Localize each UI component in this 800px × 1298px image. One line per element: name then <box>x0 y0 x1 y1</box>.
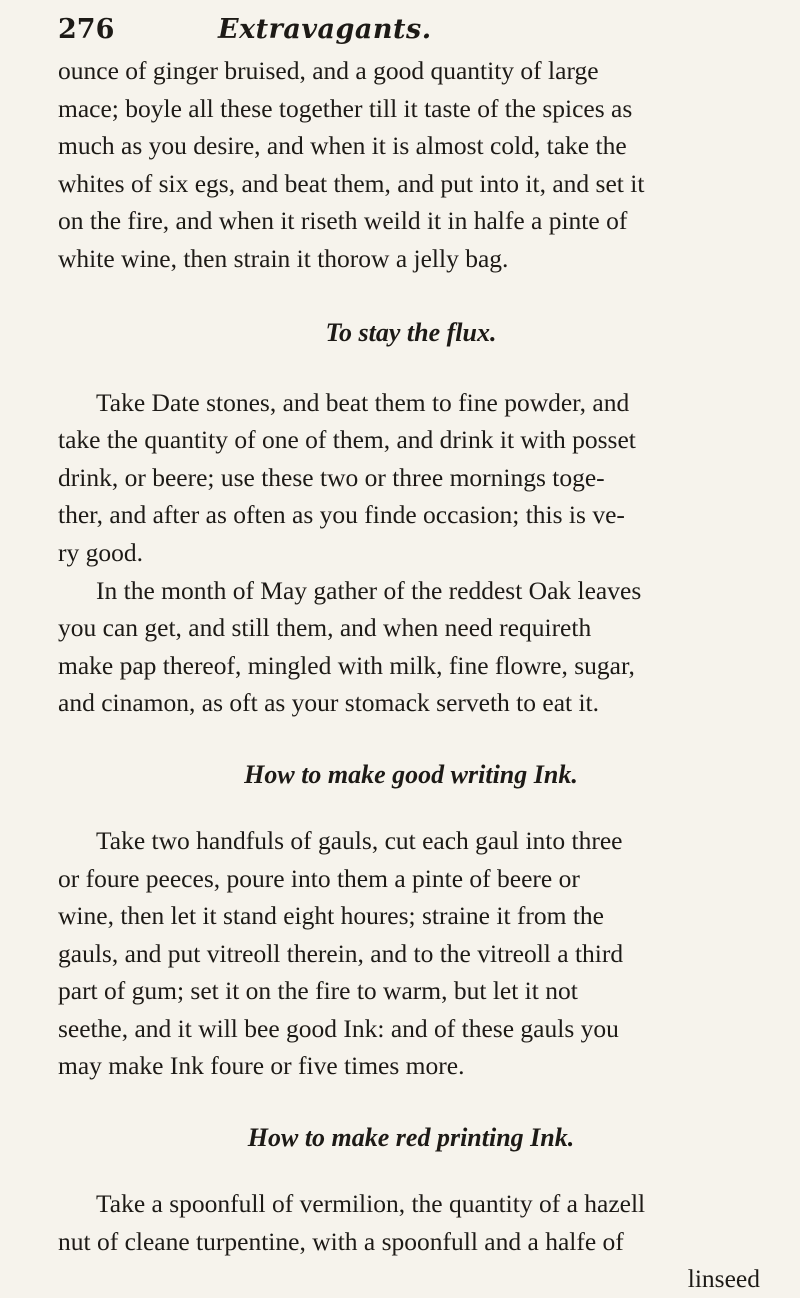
text-line: seethe, and it will bee good Ink: and of these gauls you <box>58 1013 619 1043</box>
text-line: take the quantity of one of them, and drink it with posset <box>58 425 636 455</box>
catchword: linseed <box>687 1264 760 1294</box>
recipe-heading: To stay the flux. <box>325 317 497 347</box>
text-line: gauls, and put vitreoll therein, and to the vitreoll a third <box>58 938 624 968</box>
text-line: make pap thereof, mingled with milk, fine flowre, sugar, <box>58 650 635 680</box>
text-line: ther, and after as often as you finde occasion; this is ve- <box>58 500 625 530</box>
text-line: white wine, then strain it thorow a jelly bag. <box>58 243 509 273</box>
text-line: you can get, and still them, and when need requireth <box>58 613 592 643</box>
text-line: or foure peeces, poure into them a pinte of beere or <box>58 863 580 893</box>
text-line: Take two handfuls of gauls, cut each gaul into three <box>96 825 623 855</box>
page-number: 276 <box>58 14 115 45</box>
paragraph <box>58 1185 764 1298</box>
text-line: wine, then let it stand eight houres; straine it from the <box>58 901 604 931</box>
running-head <box>58 14 764 50</box>
text-line: and cinamon, as oft as your stomack serveth to eat it. <box>58 688 600 718</box>
text-line: ounce of ginger bruised, and a good quantity of large <box>58 56 599 85</box>
text-line: Take Date stones, and beat them to fine powder, and <box>96 387 630 417</box>
text-line: part of gum; set it on the fire to warm, but let it not <box>58 976 578 1006</box>
text-line: ry good. <box>58 537 143 567</box>
paragraph <box>58 572 764 722</box>
text-line: drink, or beere; use these two or three mornings toge- <box>58 462 605 492</box>
text-line: Take a spoonfull of vermilion, the quantity of a hazell <box>96 1189 646 1219</box>
recipe-heading: How to make good writing Ink. <box>244 759 578 789</box>
text-line: In the month of May gather of the reddest Oak leaves <box>96 575 642 605</box>
text-line: much as you desire, and when it is almost cold, take the <box>58 131 627 161</box>
text-line: whites of six egs, and beat them, and put into it, and set it <box>58 168 645 198</box>
paragraph <box>58 52 764 278</box>
text-line: mace; boyle all these together till it taste of the spices as <box>58 93 633 123</box>
text-line: on the fire, and when it riseth weild it in halfe a pinte of <box>58 206 628 236</box>
text-line: nut of cleane turpentine, with a spoonfull and a halfe of <box>58 1226 624 1256</box>
paragraph <box>58 822 764 1085</box>
running-title: Extravagants. <box>218 14 432 45</box>
text-line: may make Ink foure or five times more. <box>58 1051 465 1081</box>
recipe-heading: How to make red printing Ink. <box>247 1123 575 1153</box>
paragraph <box>58 384 764 572</box>
